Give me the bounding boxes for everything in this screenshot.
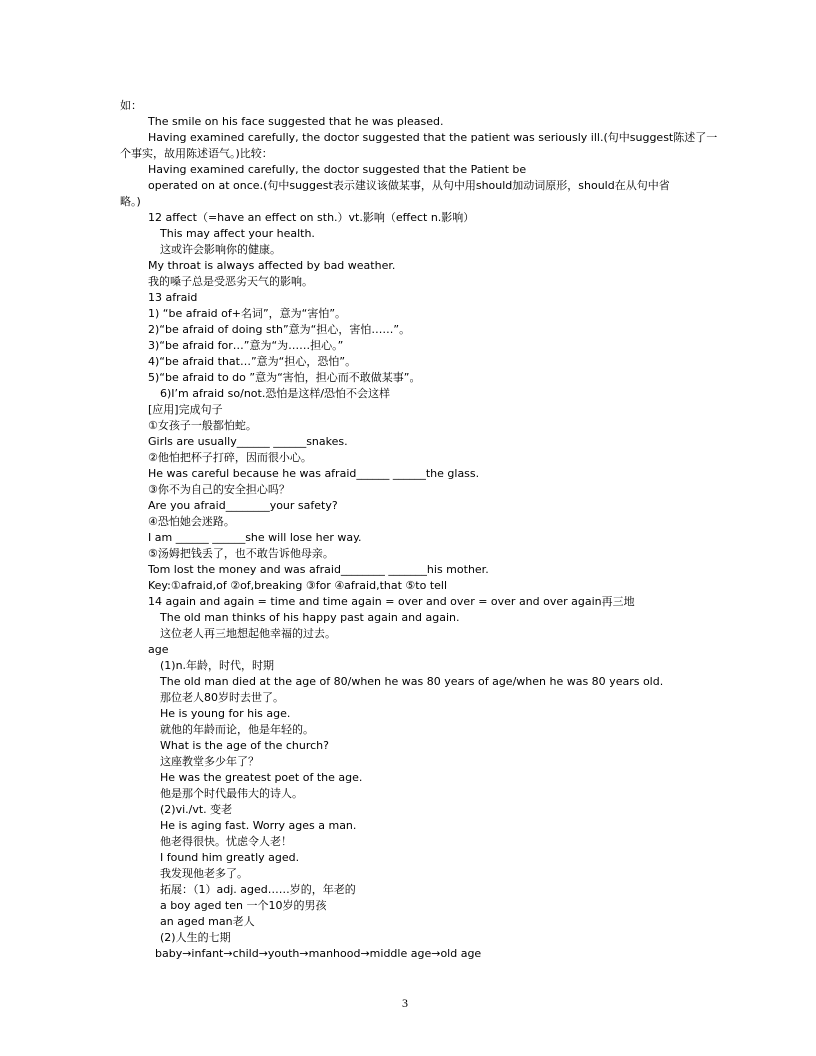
exercise-sentence: Tom lost the money and was afraid________ _______his mother. [148,563,489,576]
text-line: 他是那个时代最伟大的诗人。 [160,787,303,800]
text-line: The old man died at the age of 80/when he was 80 years of age/when he was 80 years old. [160,675,664,688]
text-line: 这位老人再三地想起他幸福的过去。 [160,627,336,640]
text-line: operated on at once.(句中suggest表示建议该做某事，从句中用should加动词原形，should在从句中省 [148,179,670,192]
text-line: 他老得很快。忧虑令人老！ [160,835,292,848]
exercise-prompt: ⑤汤姆把钱丢了，也不敢告诉他母亲。 [148,547,334,560]
text-line: (2)vi./vt. 变老 [160,803,233,816]
section-heading: 14 again and again = time and time again = over and over = over and over again再三地 [148,595,635,608]
text-line: an aged man老人 [160,915,255,928]
text-line: 如： [120,99,142,112]
text-line: (2)人生的七期 [160,931,231,944]
text-line: 这或许会影响你的健康。 [160,243,281,256]
text-line: This may affect your health. [160,227,315,240]
text-line: 这座教堂多少年了？ [160,755,259,768]
section-heading: 12 affect（=have an effect on sth.）vt.影响（effect n.影响） [148,211,475,224]
exercise-prompt: ④恐怕她会迷路。 [148,515,235,528]
text-line: a boy aged ten 一个10岁的男孩 [160,899,327,912]
text-line: 4)“be afraid that…”意为“担心，恐怕”。 [148,355,357,368]
exercise-sentence: I am ______ ______she will lose her way. [148,531,362,544]
exercise-sentence: He was careful because he was afraid______ ______the glass. [148,467,480,480]
text-line: My throat is always affected by bad weather. [148,259,396,272]
text-line: 1) “be afraid of+名词”，意为“害怕”。 [148,307,347,320]
text-line: He is aging fast. Worry ages a man. [160,819,357,832]
text-line: 3)“be afraid for…”意为“为……担心。” [148,339,344,352]
section-heading: age [148,643,169,656]
text-line: 那位老人80岁时去世了。 [160,691,284,704]
text-line: 就他的年龄而论，他是年轻的。 [160,723,314,736]
life-stages-line: baby→infant→child→youth→manhood→middle age→old age [155,947,482,960]
text-line: 我的嗓子总是受恶劣天气的影响。 [148,275,313,288]
text-line: Having examined carefully, the doctor suggested that the Patient be [148,163,527,176]
text-line: 2)“be afraid of doing sth”意为“担心，害怕……”。 [148,323,411,336]
exercise-sentence: Are you afraid________your safety? [148,499,338,512]
text-line: 拓展：（1）adj. aged……岁的，年老的 [160,883,356,896]
text-line: What is the age of the church? [160,739,329,752]
text-line: [应用]完成句子 [148,403,223,416]
text-line: (1)n.年龄，时代，时期 [160,659,275,672]
text-line: He was the greatest poet of the age. [160,771,363,784]
exercise-sentence: Girls are usually______ ______snakes. [148,435,348,448]
exercise-prompt: ②他怕把杯子打碎，因而很小心。 [148,451,312,464]
text-line: 我发现他老多了。 [160,867,248,880]
page-number: 3 [402,996,408,1010]
exercise-prompt: ③你不为自己的安全担心吗？ [148,483,290,496]
exercise-prompt: ①女孩子一般都怕蛇。 [148,419,257,432]
section-heading: 13 afraid [148,291,198,304]
answer-key: Key:①afraid,of ②of,breaking ③for ④afraid,that ⑤to tell [148,579,448,592]
text-line: 个事实，故用陈述语气。)比较： [120,147,273,160]
text-line: 略。) [120,195,141,208]
text-line: He is young for his age. [160,707,291,720]
text-line: 6)I’m afraid so/not.恐怕是这样/恐怕不会这样 [160,387,391,400]
text-line: I found him greatly aged. [160,851,300,864]
text-line: The smile on his face suggested that he was pleased. [148,115,444,128]
text-line: Having examined carefully, the doctor suggested that the patient was seriously ill.(句中suggest陈述了一 [148,131,718,144]
text-line: 5)“be afraid to do ”意为“害怕，担心而不敢做某事”。 [148,371,421,384]
text-line: The old man thinks of his happy past again and again. [160,611,460,624]
